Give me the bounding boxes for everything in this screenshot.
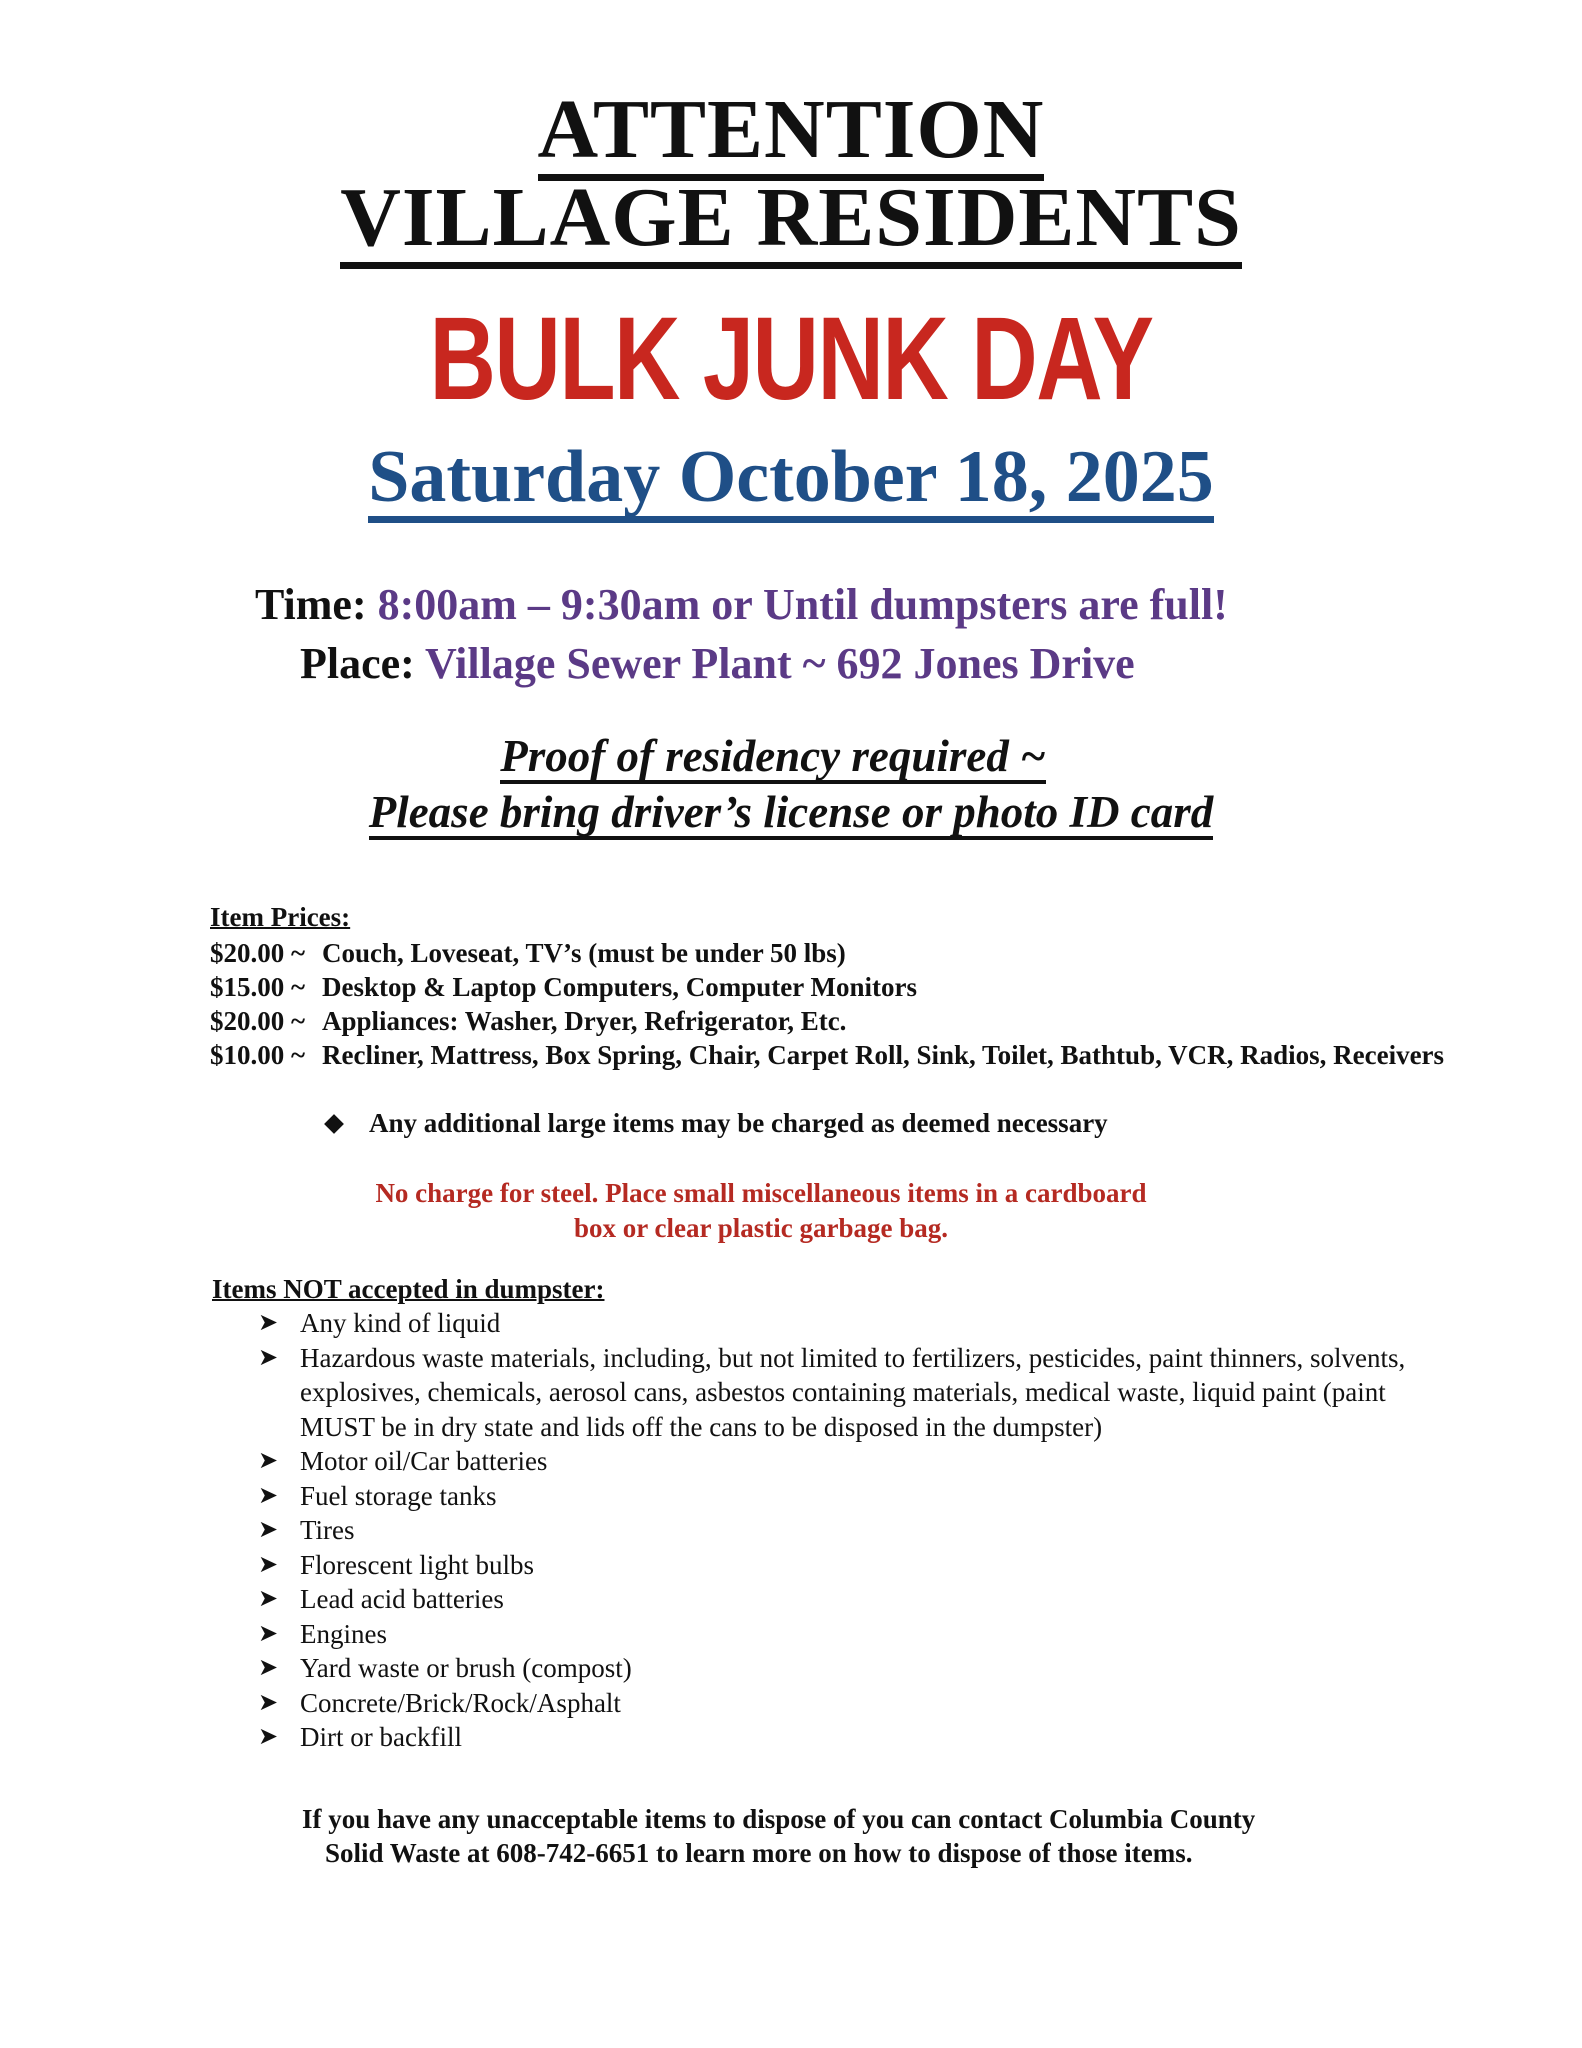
price-description: Couch, Loveseat, TV’s (must be under 50 lbs) (322, 938, 846, 968)
arrow-bullet-icon: ➤ (258, 1689, 279, 1716)
arrow-bullet-icon: ➤ (258, 1586, 279, 1612)
additional-items-note-text: Any additional large items may be charged as deemed necessary (369, 1108, 1108, 1138)
price-row (210, 936, 1462, 970)
arrow-bullet-icon: ➤ (258, 1551, 279, 1578)
place-row (300, 639, 1135, 688)
price-row (210, 1004, 1462, 1038)
arrow-bullet-icon: ➤ (258, 1724, 279, 1750)
footer-line-1: If you have any unacceptable items to dispose of you can contact Columbia County (302, 1804, 1256, 1834)
steel-note (0, 1176, 1582, 1246)
diamond-bullet-icon (324, 1114, 344, 1134)
proof-line-1 (0, 731, 1564, 784)
arrow-bullet-icon: ➤ (258, 1310, 279, 1336)
list-item: ➤ Lead acid batteries (258, 1582, 1418, 1617)
proof-line-2 (0, 787, 1582, 840)
place-label: Place: (300, 639, 415, 688)
steel-note-line-1: No charge for steel. Place small miscellaneous items in a cardboard (375, 1178, 1147, 1208)
title-line-1: ATTENTION (538, 88, 1045, 181)
proof-text-1: Proof of residency required ~ (500, 734, 1046, 784)
price-amount: $10.00 ~ (210, 1040, 306, 1070)
list-item: ➤ Concrete/Brick/Rock/Asphalt (258, 1686, 1418, 1721)
arrow-bullet-icon: ➤ (258, 1482, 279, 1509)
price-amount: $20.00 ~ (210, 1006, 306, 1036)
title-attention (0, 83, 1582, 181)
price-row (210, 970, 1462, 1004)
list-item: ➤ Fuel storage tanks (258, 1479, 1418, 1514)
steel-note-line-2: box or clear plastic garbage bag. (574, 1213, 948, 1243)
headline-bulk-junk-day: BULK JUNK DAY (429, 293, 1153, 425)
place-value: Village Sewer Plant ~ 692 Jones Drive (425, 639, 1135, 688)
price-description: Appliances: Washer, Dryer, Refrigerator, Etc. (322, 1006, 847, 1036)
list-item: ➤ Yard waste or brush (compost) (258, 1651, 1418, 1686)
footer-line-2: Solid Waste at 608-742-6651 to learn more on how to dispose of those items. (325, 1838, 1193, 1868)
time-value: 8:00am – 9:30am or Until dumpsters are full! (377, 580, 1228, 629)
price-description: Desktop & Laptop Computers, Computer Monitors (322, 972, 918, 1002)
list-item: ➤ Tires (258, 1513, 1418, 1548)
arrow-bullet-icon: ➤ (258, 1517, 279, 1543)
title-village-residents (0, 171, 1582, 269)
not-accepted-heading: Items NOT accepted in dumpster: (212, 1274, 605, 1304)
price-description: Recliner, Mattress, Box Spring, Chair, Carpet Roll, Sink, Toilet, Bathtub, VCR, Radios, Receivers (322, 1040, 1445, 1070)
list-item: ➤ Engines (258, 1617, 1418, 1652)
time-row (255, 580, 1228, 629)
list-item: ➤ Motor oil/Car batteries (258, 1444, 1418, 1479)
footer-contact-note (0, 1802, 1582, 1870)
price-amount: $15.00 ~ (210, 972, 306, 1002)
event-date-text: Saturday October 18, 2025 (368, 440, 1214, 523)
item-prices-heading: Item Prices: (210, 902, 351, 932)
list-item: ➤ Hazardous waste materials, including, but not limited to fertilizers, pesticides, paint thinners, solvents, explosives, chemicals, aerosol cans, asbestos containing materials, medical waste, liquid paint (paint MUST be in dry state and lids off the cans to be disposed in the dumpster) (258, 1341, 1418, 1445)
price-amount: $20.00 ~ (210, 938, 306, 968)
arrow-bullet-icon: ➤ (258, 1448, 279, 1474)
arrow-bullet-icon: ➤ (258, 1620, 279, 1647)
arrow-bullet-icon: ➤ (258, 1344, 279, 1371)
time-label: Time: (255, 580, 367, 629)
list-item: ➤ Dirt or backfill (258, 1720, 1418, 1755)
additional-items-note (325, 1110, 1108, 1137)
not-accepted-list (258, 1306, 1418, 1755)
title-line-2: VILLAGE RESIDENTS (340, 176, 1242, 269)
list-item: ➤ Any kind of liquid (258, 1306, 1418, 1341)
proof-text-2: Please bring driver’s license or photo ID card (369, 790, 1214, 840)
event-date (0, 436, 1582, 523)
price-row (210, 1038, 1462, 1072)
list-item: ➤ Florescent light bulbs (258, 1548, 1418, 1583)
arrow-bullet-icon: ➤ (258, 1655, 279, 1681)
